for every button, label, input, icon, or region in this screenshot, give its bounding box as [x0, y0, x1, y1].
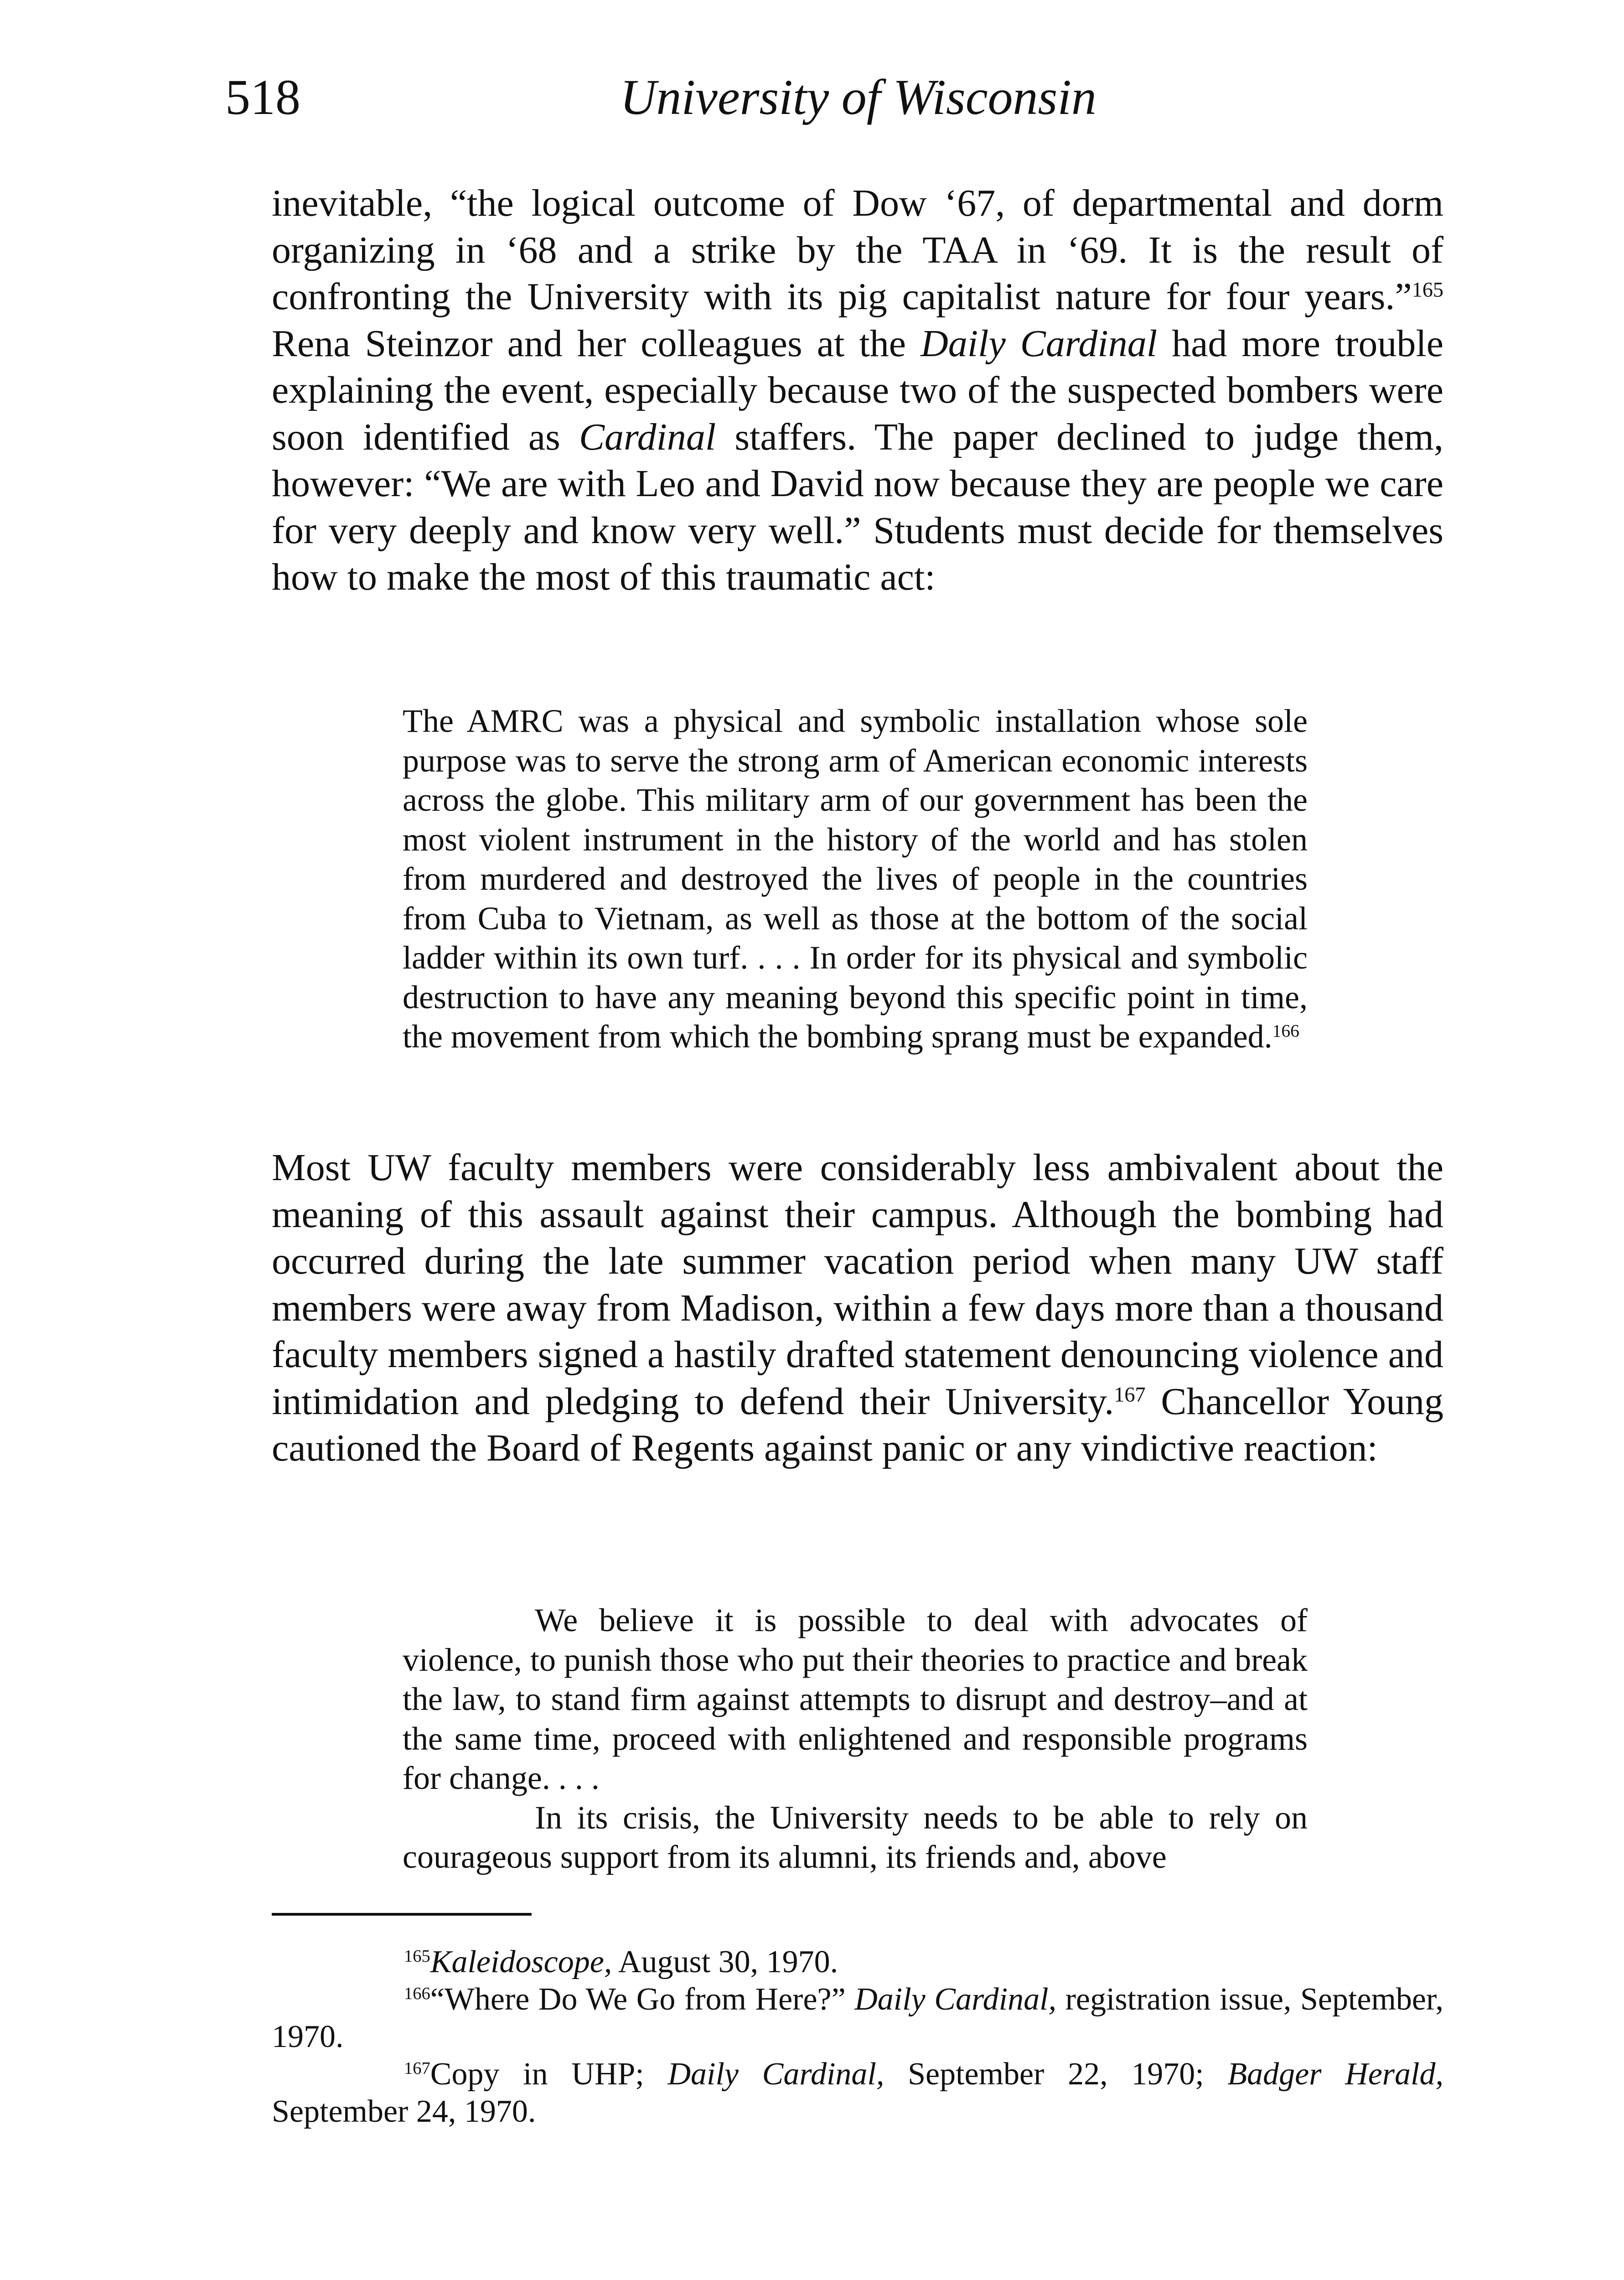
- block-quote-2: [403, 1601, 1308, 1877]
- footnote-text: August 30, 1970.: [612, 1944, 838, 1979]
- footnote-text: registration issue, September, 1970.: [272, 1982, 1443, 2054]
- para1-text-4: staffers. The paper declined to judge them, however: “We are with Leo and David now because they are people we care for very deeply and know very well.” Students must decide for themselves how to make the most of this traumatic act:: [272, 415, 1443, 598]
- footnote-165: [272, 1943, 1443, 1981]
- footnote-italic: Badger Herald,: [1227, 2057, 1443, 2092]
- footnote-italic: Kaleidoscope,: [430, 1944, 612, 1979]
- footnote-167: [272, 2056, 1443, 2130]
- footnote-ref-167: 167: [1114, 1382, 1146, 1406]
- para2-text-2: Chancellor Young cautioned the Board of Regents against panic or any vindictive reaction:: [272, 1380, 1443, 1469]
- quote1-paragraph: [403, 701, 1308, 1057]
- footnote-text: “Where Do We Go from Here?”: [430, 1982, 855, 2017]
- body-paragraph-1: [272, 180, 1443, 601]
- para1-italic-daily-cardinal: Daily Cardinal: [921, 322, 1158, 365]
- para2-text-1: Most UW faculty members were considerably less ambivalent about the meaning of this assault against their campus. Although the bombing had occurred during the late summer vacation period when many UW staff members were away from Madison, within a few days more than a thousand faculty members signed a hastily drafted statement denouncing violence and intimidation and pledging to defend their University.: [272, 1146, 1443, 1423]
- page-number: 518: [225, 69, 300, 125]
- para1-text-1: inevitable, “the logical outcome of Dow ‘67, of departmental and dorm organizing in ‘68 and a strike by the TAA in ‘69. It is the result of confronting the University with its pig capitalist nature for four years.”: [272, 182, 1443, 318]
- footnote-number: 166: [404, 1984, 430, 2003]
- footnote-number: 167: [404, 2058, 430, 2078]
- quote1-text: The AMRC was a physical and symbolic installation whose sole purpose was to serve the strong arm of American economic interests across the globe. This military arm of our government has been the most violent instrument in the history of the world and has stolen from murdered and destroyed the lives of people in the countries from Cuba to Vietnam, as well as those at the bottom of the social ladder within its own turf. . . . In order for its physical and symbolic destruction to have any meaning beyond this specific point in time, the movement from which the bombing sprang must be expanded.: [403, 703, 1308, 1055]
- running-head-title: University of Wisconsin: [620, 69, 1096, 125]
- quote2-paragraph-2: In its crisis, the University needs to be able to rely on courageous support from its alumni, its friends and, above: [403, 1799, 1308, 1875]
- para1-italic-cardinal: Cardinal: [579, 415, 716, 458]
- footnote-divider: [272, 1913, 532, 1916]
- footnote-166: [272, 1981, 1443, 2056]
- quote2-paragraph-1: We believe it is possible to deal with advocates of violence, to punish those who put their theories to practice and break the law, to stand firm against attempts to disrupt and destroy–and at the same time, proceed with enlightened and responsible programs for change. . . .: [403, 1602, 1308, 1796]
- block-quote-1: [403, 701, 1308, 1057]
- footnote-ref-166: 166: [1272, 1021, 1299, 1041]
- footnote-number: 165: [404, 1946, 430, 1966]
- footnote-italic: Daily Cardinal,: [667, 2057, 884, 2092]
- footnote-text: September 22, 1970;: [884, 2057, 1228, 2092]
- footnote-text: Copy in UHP;: [430, 2057, 668, 2092]
- footnote-ref-165: 165: [1412, 278, 1443, 301]
- footnote-text: September 24, 1970.: [272, 2094, 536, 2129]
- body-paragraph-2: [272, 1145, 1443, 1472]
- para1-text-3: had more trouble explaining the event, especially because two of the suspected bombers were soon identified as: [272, 322, 1443, 458]
- para1-text-2: Rena Steinzor and her colleagues at the: [272, 322, 921, 365]
- footnotes-section: [272, 1943, 1443, 2130]
- footnote-italic: Daily Cardinal,: [854, 1982, 1057, 2017]
